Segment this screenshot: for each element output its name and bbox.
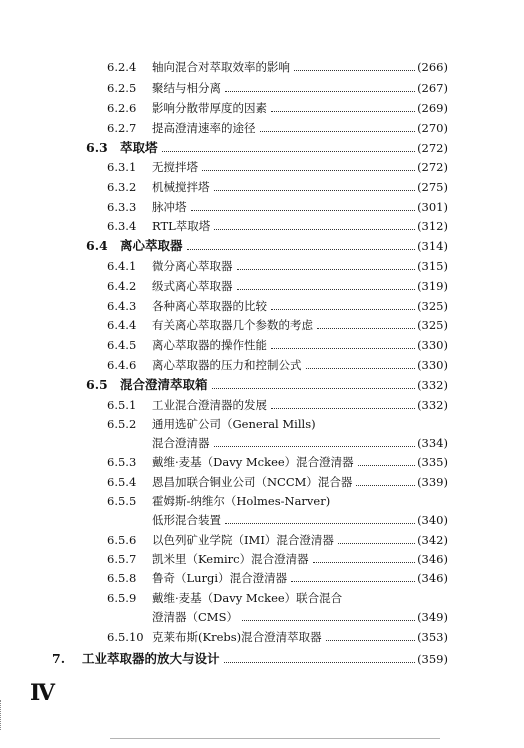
toc-entry-title: 低形混合装置	[152, 513, 221, 527]
toc-entry	[0, 568, 524, 588]
toc-dot-leader	[214, 446, 415, 447]
toc-entry-title: 提高澄清速率的途径	[152, 121, 256, 135]
toc-entry-title: 以色列矿业学院（IMI）混合澄清器	[152, 533, 334, 547]
toc-entry	[0, 627, 524, 647]
toc-entry	[0, 472, 524, 492]
toc-dot-leader	[214, 229, 415, 230]
toc-entry-title: 通用选矿公司（General Mills)	[152, 417, 316, 431]
toc-entry-number: 6.3.4	[107, 219, 137, 233]
toc-entry-page: (349)	[417, 610, 448, 624]
toc-entry-page: (359)	[417, 652, 448, 666]
toc-entry-title: 凯米里（Kemirc）混合澄清器	[152, 552, 309, 566]
toc-dot-leader	[237, 289, 415, 290]
toc-entry-number: 6.2.6	[107, 101, 137, 115]
toc-entry-number: 6.5	[86, 377, 108, 392]
toc-entry-page: (335)	[417, 455, 448, 469]
toc-entry-page: (334)	[417, 436, 448, 450]
toc-entry-number: 6.5.1	[107, 398, 137, 412]
toc-entry-title: 澄清器（CMS）	[152, 610, 238, 624]
toc-entry-number: 6.4.3	[107, 299, 137, 313]
toc-entry-title: 离心萃取器的压力和控制公式	[152, 358, 302, 372]
toc-entry-title: 无搅拌塔	[152, 160, 198, 174]
toc-entry-page: (267)	[417, 81, 448, 95]
toc-entry	[0, 138, 524, 158]
toc-entry-title: 戴维·麦基（Davy Mckee）混合澄清器	[152, 455, 354, 469]
toc-entry	[0, 236, 524, 256]
toc-dot-leader	[225, 91, 415, 92]
toc-dot-leader	[187, 249, 415, 250]
toc-entry-page: (312)	[417, 219, 448, 233]
toc-entry	[0, 375, 524, 395]
toc-entry-title: 微分离心萃取器	[152, 259, 233, 273]
toc-entry-page: (330)	[417, 338, 448, 352]
toc-entry-title: 脉冲塔	[152, 200, 187, 214]
toc-dot-leader	[306, 368, 415, 369]
toc-entry-page: (325)	[417, 318, 448, 332]
toc-entry-title: 鲁奇（Lurgi）混合澄清器	[152, 571, 288, 585]
toc-entry	[0, 491, 524, 511]
toc-entry-number: 6.4	[86, 238, 108, 253]
toc-dot-leader	[260, 131, 415, 132]
toc-dot-leader	[338, 543, 415, 544]
toc-entry	[0, 177, 524, 197]
toc-entry	[0, 433, 524, 453]
toc-dot-leader	[291, 581, 415, 582]
toc-entry	[0, 256, 524, 276]
toc-entry-title: 离心萃取器	[120, 238, 183, 253]
toc-entry-number: 6.5.10	[107, 630, 144, 644]
toc-dot-leader	[317, 328, 415, 329]
toc-entry-page: (346)	[417, 571, 448, 585]
toc-entry	[0, 118, 524, 138]
toc-entry	[0, 78, 524, 98]
toc-entry-page: (319)	[417, 279, 448, 293]
toc-entry-number: 6.4.1	[107, 259, 137, 273]
toc-entry-title: 工业混合澄清器的发展	[152, 398, 267, 412]
toc-entry	[0, 452, 524, 472]
toc-entry	[0, 607, 524, 627]
toc-entry-number: 6.5.7	[107, 552, 137, 566]
toc-entry-page: (346)	[417, 552, 448, 566]
toc-entry-title: 各种离心萃取器的比较	[152, 299, 267, 313]
toc-entry-page: (272)	[417, 141, 448, 155]
toc-dot-leader	[225, 523, 415, 524]
toc-dot-leader	[271, 348, 415, 349]
toc-entry-page: (275)	[417, 180, 448, 194]
toc-dot-leader	[271, 111, 415, 112]
toc-entry-number: 6.5.5	[107, 494, 137, 508]
toc-entry	[0, 510, 524, 530]
toc-entry	[0, 649, 524, 669]
toc-dot-leader	[191, 210, 415, 211]
toc-entry	[0, 549, 524, 569]
toc-entry-number: 6.5.2	[107, 417, 137, 431]
toc-dot-leader	[214, 190, 415, 191]
toc-entry	[0, 197, 524, 217]
toc-entry-page: (270)	[417, 121, 448, 135]
toc-entry	[0, 216, 524, 236]
toc-entry-number: 6.3.3	[107, 200, 137, 214]
toc-entry-number: 6.2.4	[107, 60, 137, 74]
toc-entry-page: (339)	[417, 475, 448, 489]
scan-edge-line	[110, 738, 440, 739]
toc-entry-title: 有关离心萃取器几个参数的考虑	[152, 318, 313, 332]
toc-dot-leader	[162, 151, 415, 152]
toc-entry	[0, 530, 524, 550]
toc-entry-number: 6.3.1	[107, 160, 137, 174]
toc-entry-title: 聚结与相分离	[152, 81, 221, 95]
toc-entry-page: (340)	[417, 513, 448, 527]
toc-entry	[0, 98, 524, 118]
toc-dot-leader	[326, 640, 415, 641]
toc-entry-page: (330)	[417, 358, 448, 372]
toc-entry-number: 6.4.4	[107, 318, 137, 332]
toc-dot-leader	[294, 70, 415, 71]
toc-entry-number: 6.5.8	[107, 571, 137, 585]
toc-dot-leader	[271, 309, 415, 310]
toc-entry-number: 6.3.2	[107, 180, 137, 194]
toc-entry-number: 6.4.5	[107, 338, 137, 352]
toc-entry-title: 克莱布斯(Krebs)混合澄清萃取器	[152, 630, 322, 644]
toc-entry	[0, 335, 524, 355]
toc-entry-title: 离心萃取器的操作性能	[152, 338, 267, 352]
toc-dot-leader	[224, 662, 415, 663]
toc-entry-page: (332)	[417, 378, 448, 392]
toc-entry-page: (325)	[417, 299, 448, 313]
toc-dot-leader	[358, 465, 415, 466]
toc-entry-title: 混合澄清器	[152, 436, 210, 450]
toc-entry-number: 6.4.2	[107, 279, 137, 293]
toc-entry-page: (269)	[417, 101, 448, 115]
toc-entry	[0, 395, 524, 415]
toc-entry-number: 6.2.5	[107, 81, 137, 95]
toc-entry-title: 戴维·麦基（Davy Mckee）联合混合	[152, 591, 343, 605]
toc-entry	[0, 414, 524, 434]
toc-entry-number: 6.5.9	[107, 591, 137, 605]
toc-entry-title: 霍姆斯-纳维尔（Holmes-Narver)	[152, 494, 331, 508]
toc-entry-title: 机械搅拌塔	[152, 180, 210, 194]
toc-entry	[0, 315, 524, 335]
toc-dot-leader	[313, 562, 415, 563]
toc-dot-leader	[242, 620, 415, 621]
toc-entry-page: (266)	[417, 60, 448, 74]
toc-entry-page: (332)	[417, 398, 448, 412]
toc-entry-title: 恩昌加联合铜业公司（NCCM）混合器	[152, 475, 353, 489]
toc-entry-number: 6.4.6	[107, 358, 137, 372]
toc-dot-leader	[237, 269, 415, 270]
toc-dot-leader	[271, 408, 415, 409]
scan-smudge	[0, 700, 9, 730]
toc-entry-number: 7.	[52, 651, 66, 666]
toc-entry-title: 萃取塔	[120, 140, 158, 155]
toc-entry-number: 6.5.3	[107, 455, 137, 469]
toc-entry	[0, 355, 524, 375]
toc-entry	[0, 296, 524, 316]
toc-entry-page: (342)	[417, 533, 448, 547]
toc-entry-page: (353)	[417, 630, 448, 644]
toc-entry	[0, 588, 524, 608]
toc-entry-number: 6.5.6	[107, 533, 137, 547]
toc-entry-page: (314)	[417, 239, 448, 253]
toc-entry-page: (272)	[417, 160, 448, 174]
toc-entry-title: 级式离心萃取器	[152, 279, 233, 293]
toc-dot-leader	[212, 388, 415, 389]
toc-entry-number: 6.3	[86, 140, 108, 155]
toc-entry-title: 工业萃取器的放大与设计	[82, 651, 220, 666]
toc-entry	[0, 57, 524, 77]
toc-entry-title: 轴向混合对萃取效率的影响	[152, 60, 290, 74]
toc-entry	[0, 276, 524, 296]
toc-entry	[0, 157, 524, 177]
toc-dot-leader	[202, 170, 415, 171]
page-number-roman: Ⅳ	[30, 680, 55, 706]
toc-entry-title: 混合澄清萃取箱	[120, 377, 208, 392]
toc-entry-page: (315)	[417, 259, 448, 273]
toc-entry-title: RTL萃取塔	[152, 219, 211, 233]
toc-entry-title: 影响分散带厚度的因素	[152, 101, 267, 115]
toc-entry-number: 6.5.4	[107, 475, 137, 489]
toc-dot-leader	[356, 485, 415, 486]
toc-entry-number: 6.2.7	[107, 121, 137, 135]
toc-entry-page: (301)	[417, 200, 448, 214]
